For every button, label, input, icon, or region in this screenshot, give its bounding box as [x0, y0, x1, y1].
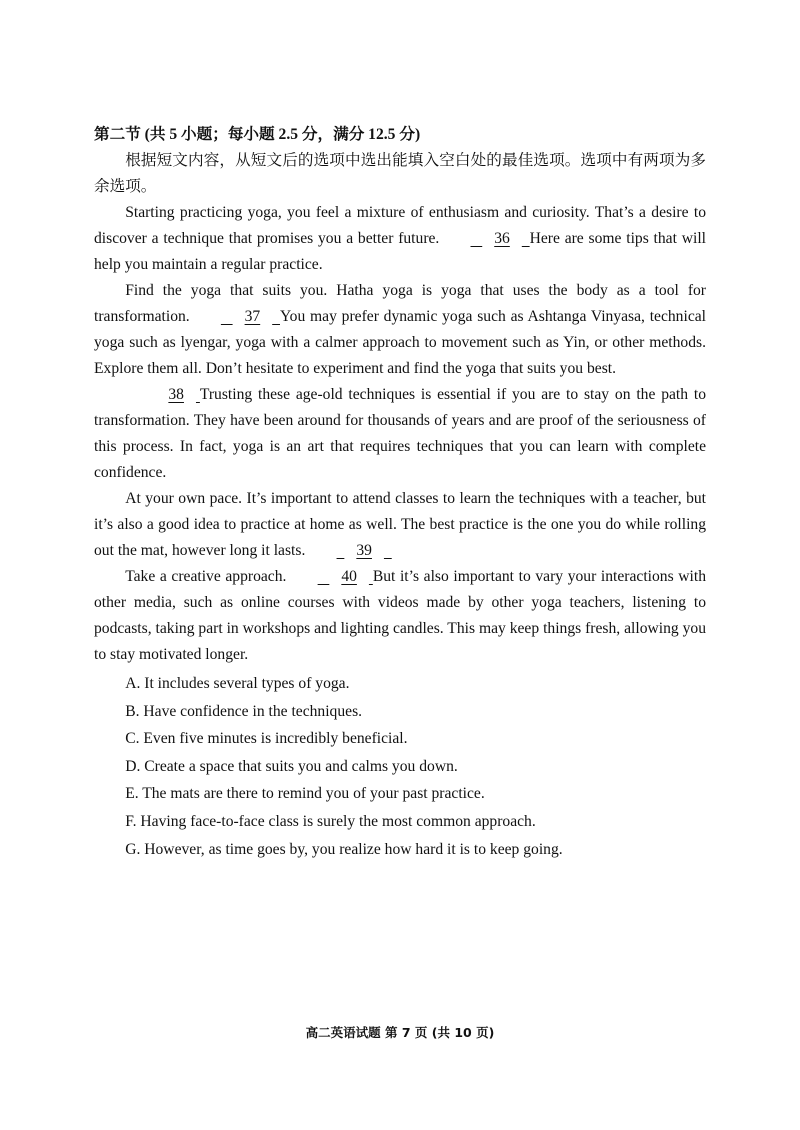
passage-paragraph-2 — [94, 278, 706, 382]
blank-36: 36 — [494, 230, 510, 247]
page-footer: 高二英语试题 第 7 页 (共 10 页) — [305, 1025, 495, 1040]
option-c: C. Even five minutes is incredibly beneficial. — [125, 730, 408, 748]
option-b: B. Have confidence in the techniques. — [125, 702, 363, 720]
paragraph-text: Starting practicing yoga, you feel a mixture of enthusiasm and curiosity. That’s a desire to discover a technique that promises you a better future. — [94, 204, 706, 247]
section-title: 第二节 (共 5 小题；每小题 2.5 分，满分 12.5 分) — [94, 126, 421, 143]
passage-paragraph-3 — [94, 382, 706, 486]
blank-37: 37 — [244, 308, 261, 325]
paragraph-text: At your own pace. It’s important to attend classes to learn the techniques with a teacher, but it’s also a good idea to practice at home as well. The best practice is the one you do while rolling out the mat, however long it lasts. — [94, 490, 706, 559]
paragraph-text: Here are some tips that will help you maintain a regular practice. — [94, 230, 706, 273]
section-instruction: 根据短文内容，从短文后的选项中选出能填入空白处的最佳选项。选项中有两项为多余选项。 — [94, 152, 706, 195]
option-d: D. Create a space that suits you and calms you down. — [125, 757, 458, 775]
option-f: F. Having face-to-face class is surely the most common approach. — [125, 812, 536, 830]
paragraph-text: Take a creative approach. — [125, 568, 287, 585]
passage-paragraph-1 — [94, 200, 706, 278]
paragraph-text: But it’s also important to vary your interactions with other media, such as online courses with videos made by other yoga teachers, listening to podcasts, taking part in workshops and lighting candles. This may keep things fresh, allowing you to stay motivated longer. — [94, 568, 706, 663]
paragraph-text: Find the yoga that suits you. Hatha yoga is yoga that uses the body as a tool for transformation. — [94, 282, 706, 325]
passage-paragraph-4 — [94, 486, 706, 564]
blank-40: 40 — [341, 568, 357, 585]
passage-paragraph-5 — [94, 564, 706, 668]
blank-38: 38 — [168, 386, 184, 403]
paragraph-text: Trusting these age-old techniques is essential if you are to stay on the path to transformation. They have been around for thousands of years and are proof of the seriousness of this process. In fact, yoga is an art that requires techniques that you can learn with complete confidence. — [94, 386, 706, 481]
section-two — [94, 122, 706, 863]
answer-options — [94, 670, 706, 863]
option-e: E. The mats are there to remind you of your past practice. — [125, 785, 485, 803]
paragraph-text: You may prefer dynamic yoga such as Ashtanga Vinyasa, technical yoga such as lyengar, yoga with a calmer approach to movement such as Yin, or other methods. Explore them all. Don’t hesitate to experiment and find the yoga that suits you best. — [94, 308, 706, 377]
option-g: G. However, as time goes by, you realize how hard it is to keep going. — [125, 840, 563, 858]
option-a: A. It includes several types of yoga. — [125, 675, 350, 692]
blank-39: 39 — [356, 542, 372, 559]
